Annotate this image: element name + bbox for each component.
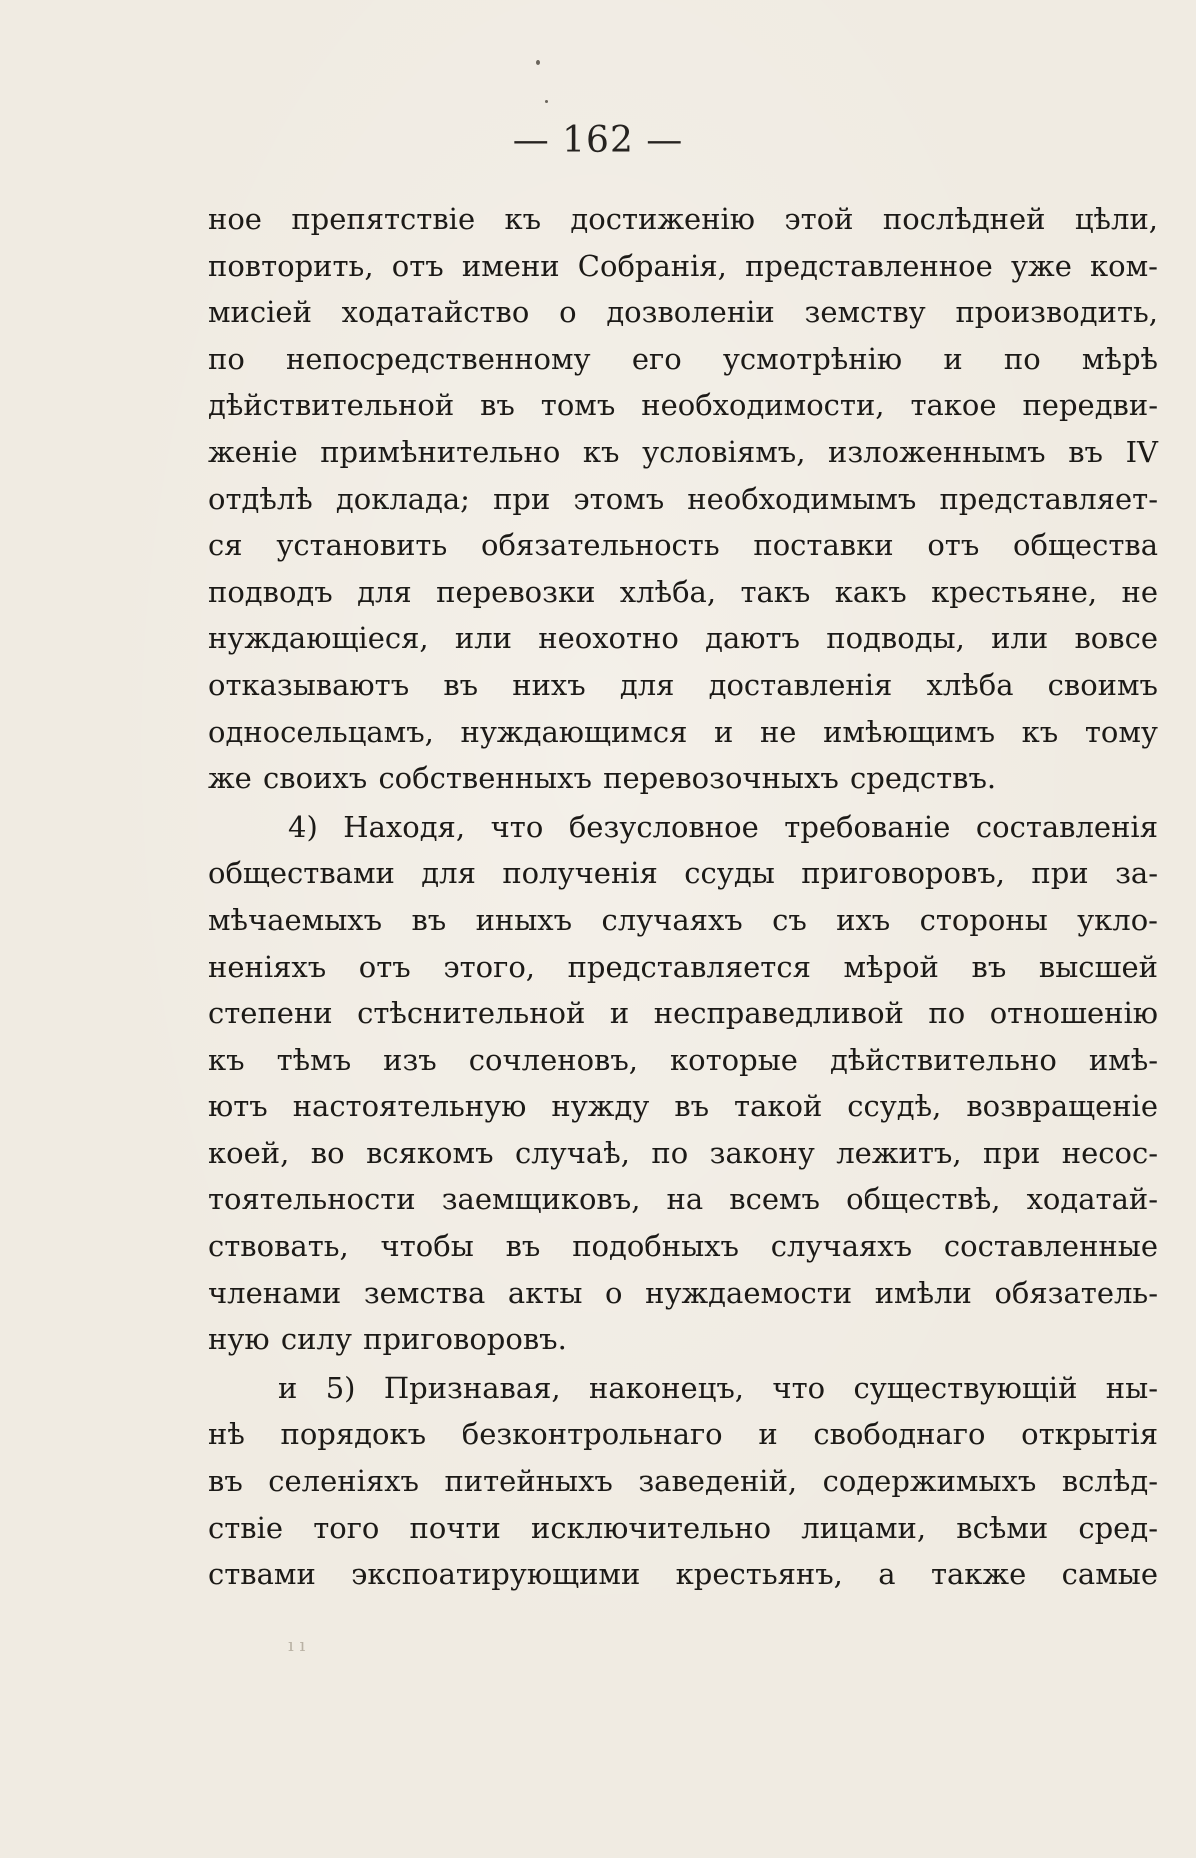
page-number: — 162 — [512, 120, 684, 161]
text-line: мисіей ходатайство о дозволеніи земству производить, [208, 295, 1158, 330]
print-speck [536, 60, 540, 65]
text-line: мѣчаемыхъ въ иныхъ случаяхъ съ ихъ стороны укло- [208, 902, 1158, 937]
text-line: отказываютъ въ нихъ для доставленія хлѣба своимъ [208, 667, 1158, 702]
text-line: къ тѣмъ изъ сочленовъ, которые дѣйствительно имѣ- [208, 1042, 1158, 1077]
text-line: ную силу приговоровъ. [208, 1322, 567, 1357]
text-line: ся установить обязательность поставки отъ общества [208, 528, 1158, 563]
text-line: же своихъ собственныхъ перевозочныхъ средствъ. [208, 761, 997, 796]
text-line: ное препятствіе къ достиженію этой послѣдней цѣли, [208, 202, 1158, 236]
text-line: женіе примѣнительно къ условіямъ, изложеннымъ въ IV [208, 434, 1158, 469]
text-line: коей, во всякомъ случаѣ, по закону лежитъ, при несос- [208, 1135, 1158, 1170]
text-line: неніяхъ отъ этого, представляется мѣрой въ высшей [208, 949, 1158, 984]
paragraph-start-4: 4) Находя, что безусловное требованіе составленія [288, 809, 1158, 844]
text-line: отдѣлѣ доклада; при этомъ необходимымъ представляет- [208, 481, 1158, 516]
text-line: нуждающіеся, или неохотно даютъ подводы, или вовсе [208, 621, 1158, 656]
text-line: тоятельности заемщиковъ, на всемъ обществѣ, ходатай- [208, 1182, 1158, 1217]
text-line: дѣйствительной въ томъ необходимости, такое передви- [208, 388, 1158, 423]
bleed-through-mark: ı ı [288, 1635, 306, 1656]
text-line: нѣ порядокъ безконтрольнаго и свободнаго открытія [208, 1417, 1158, 1452]
text-line: односельцамъ, нуждающимся и не имѣющимъ къ тому [208, 714, 1158, 749]
print-speck [545, 100, 548, 103]
text-line: повторить, отъ имени Собранія, представленное уже ком- [208, 248, 1158, 283]
text-line: ютъ настоятельную нужду въ такой ссудѣ, возвращеніе [208, 1089, 1158, 1124]
paragraph-start-5: и 5) Признавая, наконецъ, что существующій ны- [278, 1370, 1158, 1405]
text-line: ствами экспоатирующими крестьянъ, а также самые [208, 1557, 1158, 1592]
text-line: подводъ для перевозки хлѣба, такъ какъ крестьяне, не [208, 574, 1158, 609]
text-line: обществами для полученія ссуды приговоровъ, при за- [208, 856, 1158, 891]
text-line: членами земства акты о нуждаемости имѣли обязатель- [208, 1275, 1158, 1310]
text-line: ствіе того почти исключительно лицами, всѣми сред- [208, 1510, 1158, 1545]
text-line: ствовать, чтобы въ подобныхъ случаяхъ составленные [208, 1229, 1158, 1264]
text-line: по непосредственному его усмотрѣнію и по мѣрѣ [208, 341, 1158, 376]
text-line: въ селеніяхъ питейныхъ заведеній, содержимыхъ вслѣд- [208, 1464, 1158, 1499]
text-line: степени стѣснительной и несправедливой по отношенію [208, 996, 1158, 1031]
body-text [208, 196, 1158, 1598]
